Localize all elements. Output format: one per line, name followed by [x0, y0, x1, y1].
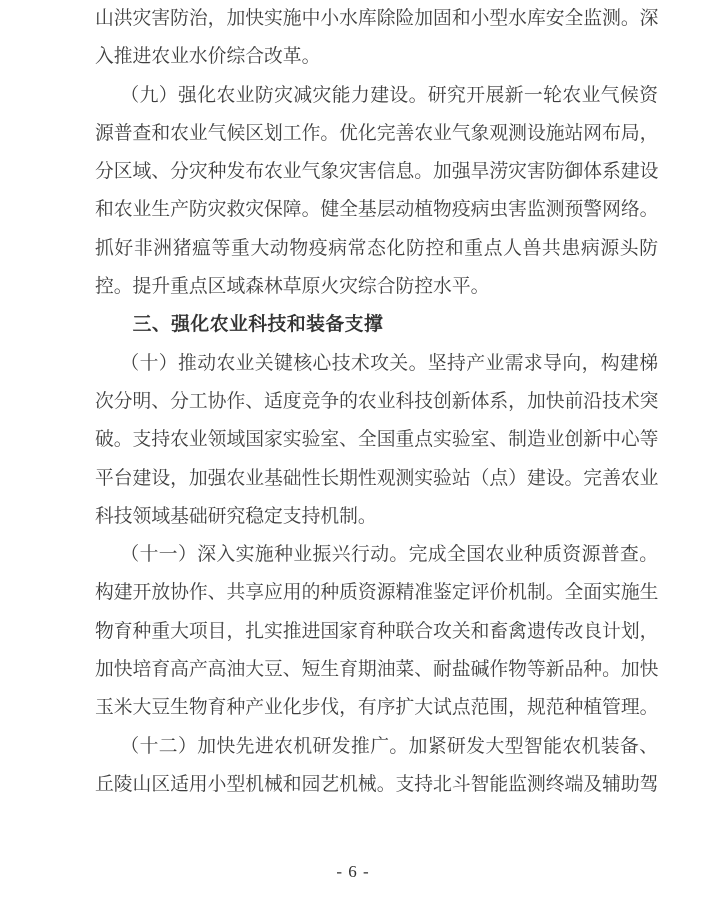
document-line: 控。提升重点区域森林草原火灾综合防控水平。 — [95, 276, 490, 298]
document-line: 玉米大豆生物育种产业化步伐，有序扩大试点范围，规范种植管理。 — [95, 697, 659, 719]
section-heading: 三、强化农业科技和装备支撑 — [132, 314, 384, 336]
document-line: 源普查和农业气候区划工作。优化完善农业气象观测设施站网布局， — [95, 122, 659, 144]
document-line: 科技领域基础研究稳定支持机制。 — [95, 505, 377, 527]
document-line: 分区域、分灾种发布农业气象灾害信息。加强旱涝灾害防御体系建设 — [95, 161, 659, 183]
document-line: 抓好非洲猪瘟等重大动物疫病常态化防控和重点人兽共患病源头防 — [95, 237, 658, 259]
page-number: - 6 - — [336, 862, 370, 881]
document-line: （十二）加快先进农机研发推广。加紧研发大型智能农机装备、 — [120, 735, 658, 757]
document-line: 次分明、分工协作、适度竞争的农业科技创新体系，加快前沿技术突 — [95, 390, 659, 412]
document-line: 物育种重大项目，扎实推进国家育种联合攻关和畜禽遗传改良计划， — [95, 620, 659, 642]
document-line: （十）推动农业关键核心技术攻关。坚持产业需求导向，构建梯 — [120, 352, 658, 374]
document-line: 和农业生产防灾救灾保障。健全基层动植物疫病虫害监测预警网络。 — [95, 199, 659, 221]
document-line: 构建开放协作、共享应用的种质资源精准鉴定评价机制。全面实施生 — [95, 582, 659, 604]
document-line: 平台建设，加强农业基础性长期性观测实验站（点）建设。完善农业 — [95, 467, 659, 489]
document-line: 山洪灾害防治，加快实施中小水库除险加固和小型水库安全监测。深 — [95, 8, 659, 29]
document-line: 加快培育高产高油大豆、短生育期油菜、耐盐碱作物等新品种。加快 — [95, 659, 659, 681]
document-line: （九）强化农业防灾减灾能力建设。研究开展新一轮农业气候资 — [120, 84, 658, 106]
document-body — [95, 0, 658, 804]
document-line: 破。支持农业领域国家实验室、全国重点实验室、制造业创新中心等 — [95, 429, 659, 451]
document-line: 丘陵山区适用小型机械和园艺机械。支持北斗智能监测终端及辅助驾 — [95, 773, 659, 795]
document-line: （十一）深入实施种业振兴行动。完成全国农业种质资源普查。 — [120, 544, 658, 566]
document-line: 入推进农业水价综合改革。 — [95, 46, 321, 68]
